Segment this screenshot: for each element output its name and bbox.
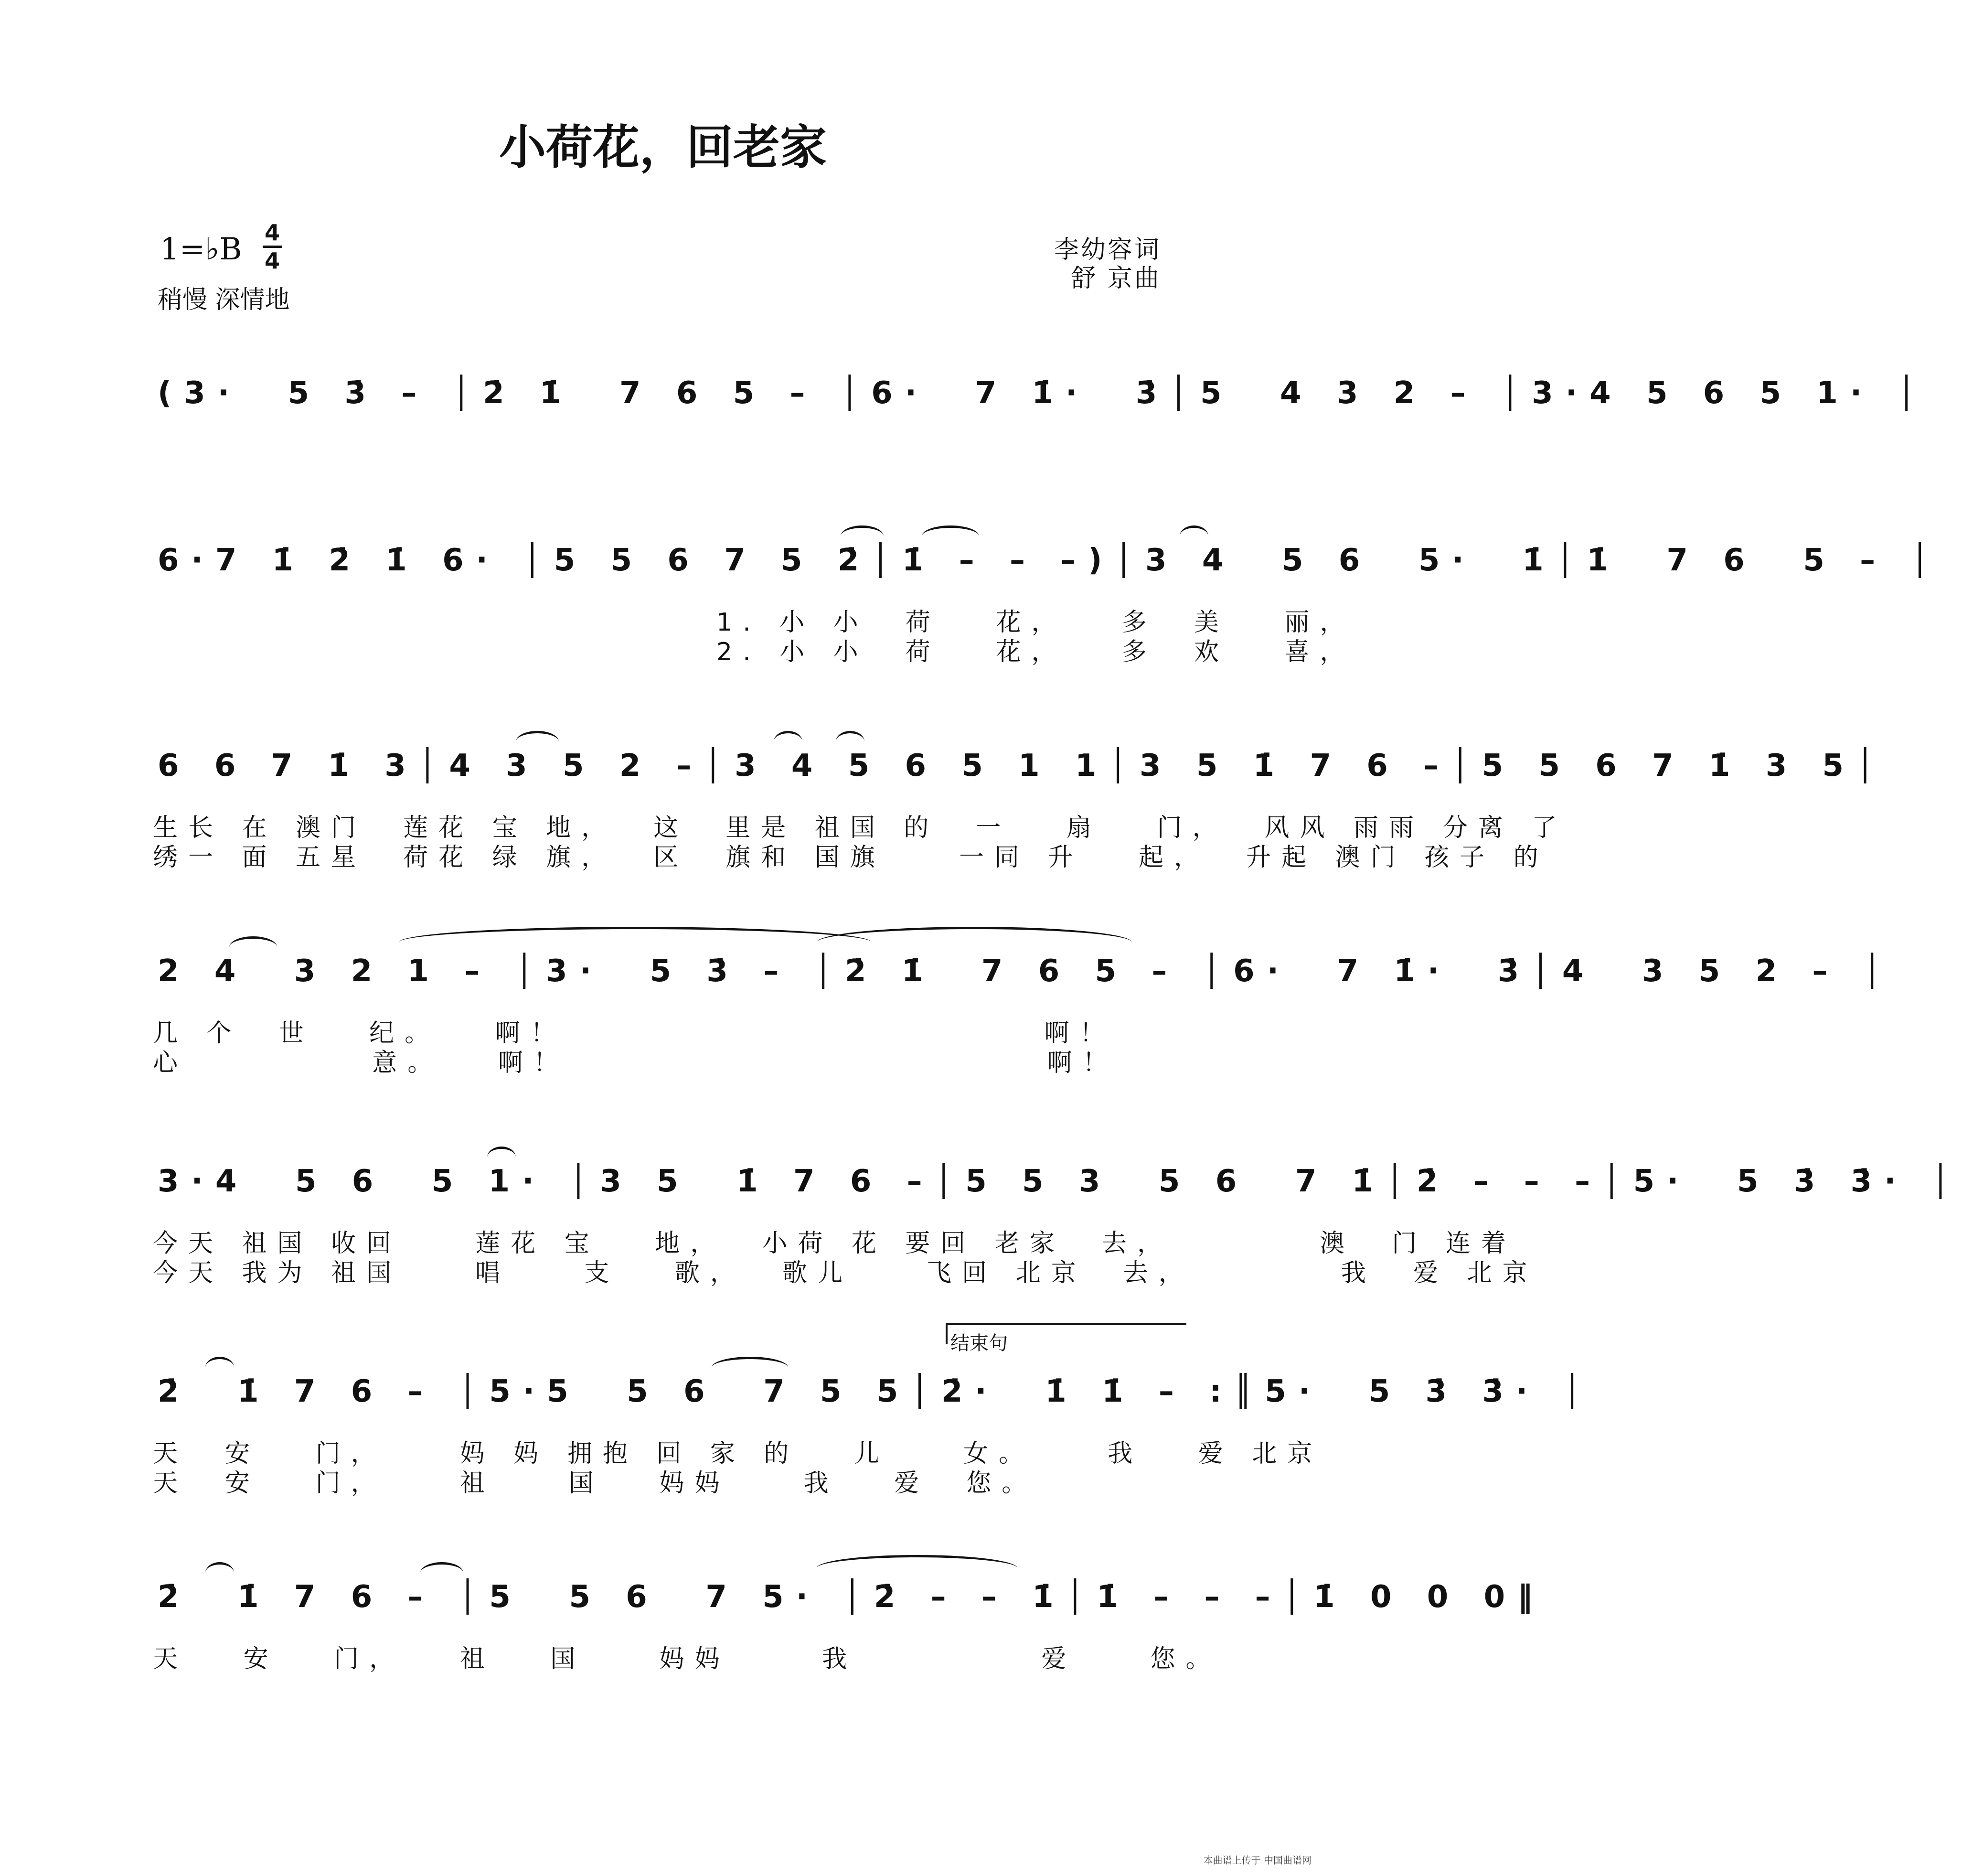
- notation-line-4: 2 4 3 2 1 – │3· 5 3̇ – │2̇ 1̇ 7 6 5 – │6· 7 1̇· 3̇│4 3 5 2 – │: [158, 954, 1894, 989]
- notation-line-2: 6·7 1̇ 2̇ 1̇ 6· │5 5 6 7 5 2̇│1̇ – – –)│3 4 5 6 5· 1̇│1̇ 7 6 5 – │: [158, 543, 1941, 578]
- tempo-marking: 稍慢 深情地: [158, 286, 290, 314]
- lyrics-verse-2: 绣一 面 五星 荷花 绿 旗， 区 旗和 国旗 一同 升 起， 升起 澳门 孩子 的: [153, 843, 1549, 872]
- notation-line-1: (3· 5 3̇ – │2̇ 1̇ 7 6 5 – │6· 7 1̇· 3̇│5 4 3 2 – │3·4 5 6 5 1· │: [158, 375, 1929, 411]
- score-line-6: [139, 1332, 1594, 1510]
- lyrics-verse-2: 心 意。 啊！ 啊！: [153, 1049, 1118, 1077]
- time-signature-bottom: 4: [264, 248, 280, 274]
- footer-watermark: 本曲谱上传于 中国曲谱网: [1203, 1855, 1312, 1866]
- notes-row: [139, 354, 1929, 430]
- score-line-7: [139, 1557, 1546, 1715]
- ending-label: 结束句: [950, 1332, 1008, 1354]
- notation-line-5: 3·4 5 6 5 1· │3 5 1̇ 7 6 –│5 5 3 5 6 7 1̇│2̇ – – –│5· 5 3̇ 3̇· │: [158, 1164, 1962, 1199]
- lyricist-credit: 李幼容词: [1054, 236, 1161, 264]
- notes-row: [139, 1557, 1546, 1634]
- notation-line-6: 2̇ 1̇ 7 6 – │5·5 5 6 7 5 5│2̇· 1̇ 1̇ – :║5· 5 3̇ 3̇· │: [158, 1374, 1594, 1409]
- lyrics-verse-1: 1. 小 小 荷 花， 多 美 丽，: [716, 608, 1355, 637]
- notes-row: [139, 1352, 1594, 1428]
- lyrics-verse-1: 天 安 门， 祖 国 妈妈 我 爱 您。: [153, 1645, 1221, 1673]
- lyrics-verse-1: 今天 祖国 收回 莲花 宝 地， 小荷 花 要回 老家 去， 澳 门 连着: [153, 1229, 1516, 1258]
- key-signature: 1=♭B: [160, 232, 242, 267]
- lyrics-verse-1: 生长 在 澳门 莲花 宝 地， 这 里是 祖国 的 一 扇 门， 风风 雨雨 分离 了: [153, 814, 1567, 842]
- lyrics-verse-2: 天 安 门， 祖 国 妈妈 我 爱 您。: [153, 1469, 1037, 1498]
- score-line-3: [139, 726, 1887, 884]
- lyrics-verse-1: 几 个 世 纪。 啊！ 啊！: [153, 1019, 1115, 1048]
- time-signature: [258, 220, 287, 274]
- notes-row: [139, 726, 1887, 803]
- composer-credit: 舒 京曲: [1071, 264, 1161, 293]
- notation-line-7: 2̇ 1̇ 7 6 – │5 5 6 7 5· │2̇ – – 1̇│1̇ – – –│1̇ 0 0 0‖: [158, 1579, 1546, 1615]
- score-line-4: [139, 932, 1894, 1089]
- lyrics-verse-2: 今天 我为 祖国 唱 支 歌， 歌儿 飞回 北京 去， 我 爱 北京: [153, 1259, 1538, 1287]
- lyrics-verse-1: 天 安 门， 妈 妈 拥抱 回 家 的 儿 女。 我 爱 北京: [153, 1439, 1323, 1468]
- notes-row: [139, 1142, 1962, 1218]
- score-line-2: [139, 521, 1941, 678]
- score-line-5: [139, 1142, 1962, 1299]
- lyrics-verse-2: 2. 小 小 荷 花， 多 欢 喜，: [716, 638, 1355, 666]
- score-line-1: [139, 354, 1929, 435]
- notes-row: [139, 521, 1941, 597]
- notation-line-3: 6 6 7 1̇ 3│4 3 5 2 –│3 4 5 6 5 1 1│3 5 1̇ 7 6 –│5 5 6 7 1̇ 3 5│: [158, 748, 1887, 783]
- song-title: 小荷花，回老家: [499, 120, 827, 175]
- notes-row: [139, 932, 1894, 1008]
- time-signature-top: 4: [264, 220, 280, 246]
